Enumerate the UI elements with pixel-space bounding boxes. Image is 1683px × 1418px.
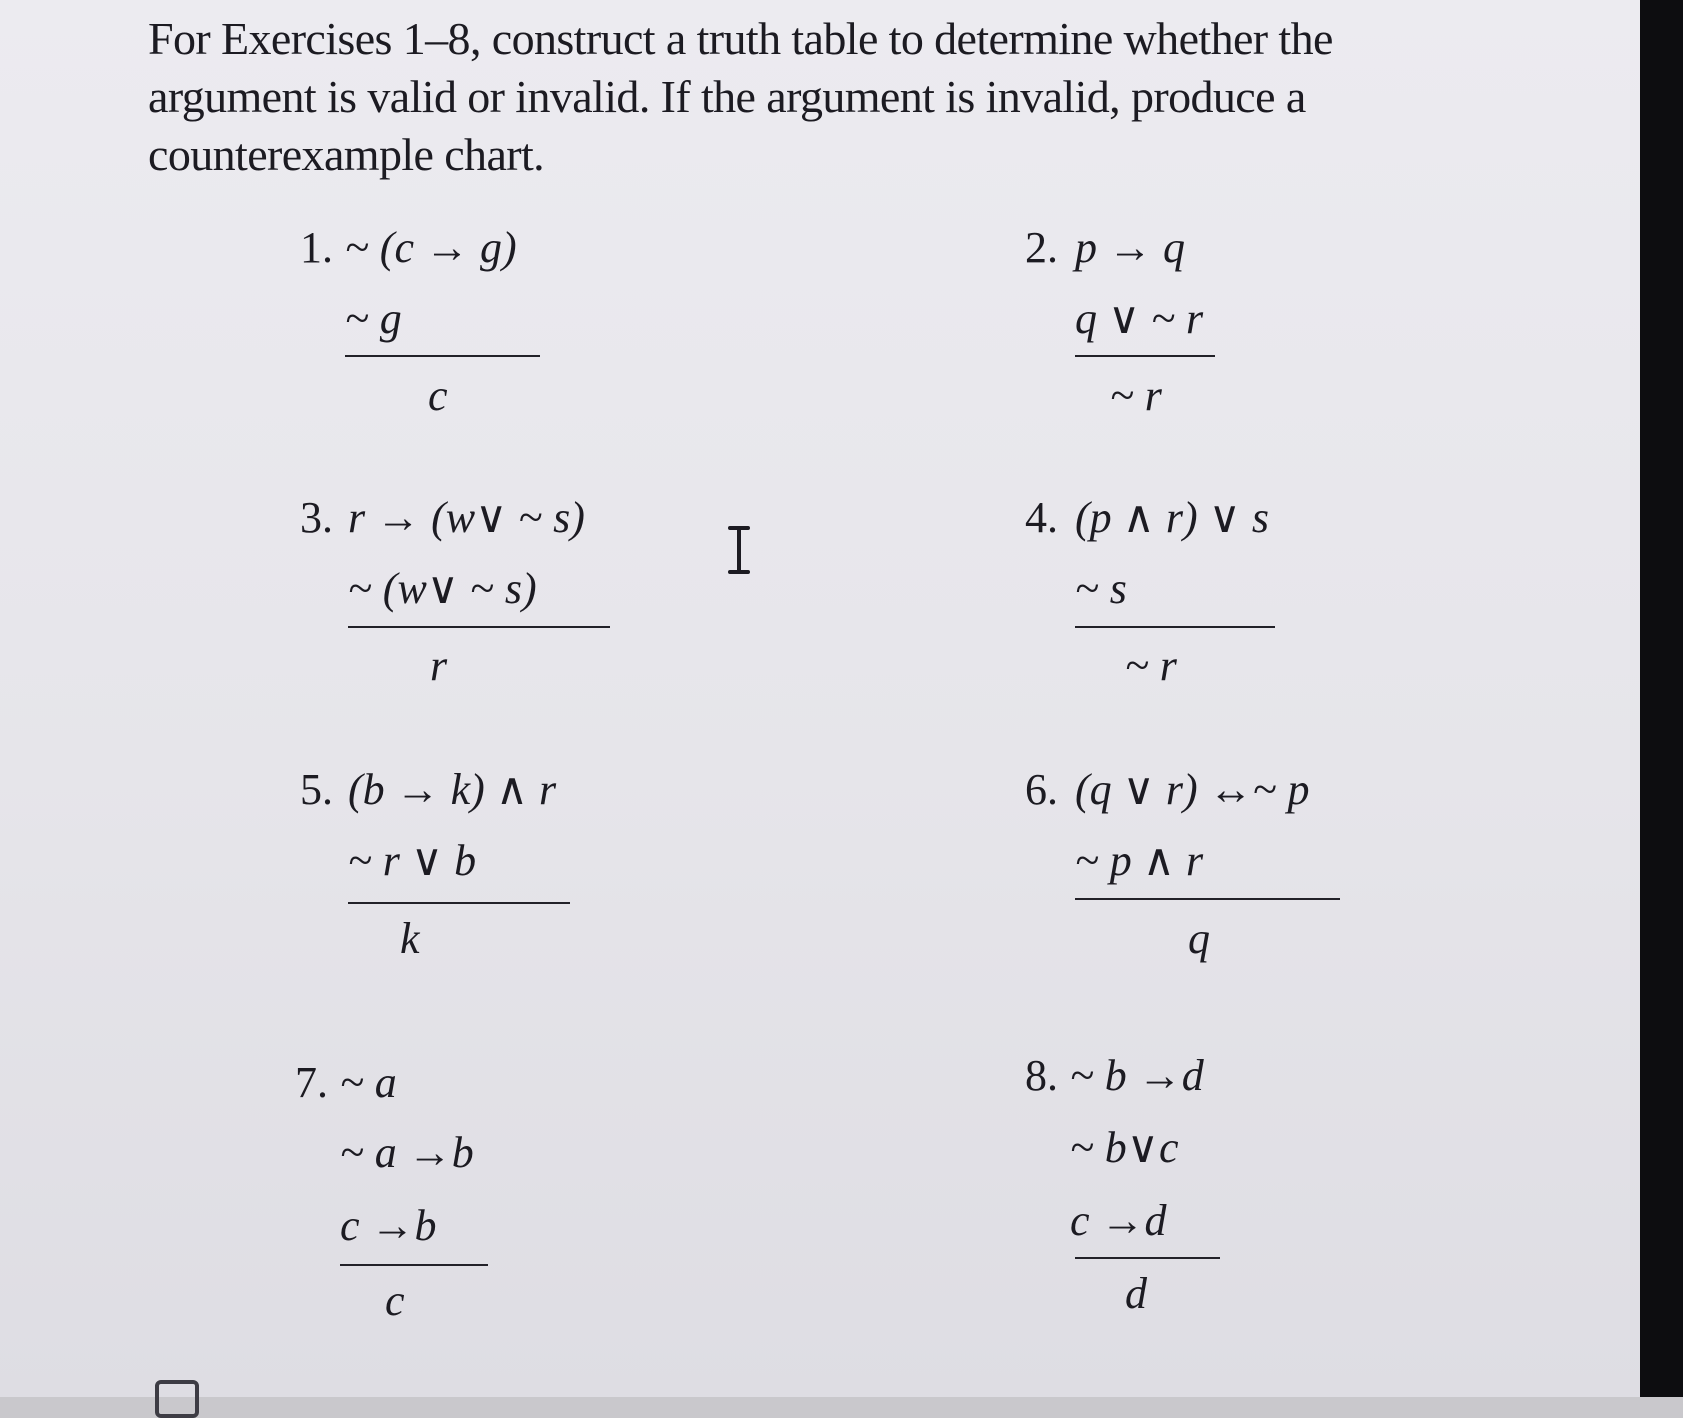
premise: ~ (c → g) xyxy=(345,223,517,272)
conclusion-rule xyxy=(1075,355,1215,357)
conclusion: k xyxy=(400,914,420,963)
conclusion-rule xyxy=(1075,626,1275,628)
exercise-number: 3. xyxy=(300,493,333,542)
premise: ~ s xyxy=(1075,564,1127,613)
exercise-number: 1. xyxy=(300,223,333,272)
conclusion: c xyxy=(428,371,448,420)
conclusion-rule xyxy=(1075,898,1340,900)
conclusion: ~ r xyxy=(1125,641,1177,690)
premise: ~ g xyxy=(345,294,402,343)
exercise-number: 4. xyxy=(1025,493,1058,542)
premise: ~ a →b xyxy=(340,1128,474,1177)
premise: (q ∨ r) ↔~ p xyxy=(1075,765,1310,814)
premise: r → (w∨ ~ s) xyxy=(348,493,585,542)
conclusion: ~ r xyxy=(1110,371,1162,420)
premise: q ∨ ~ r xyxy=(1075,294,1204,343)
text-cursor-icon xyxy=(727,525,751,575)
premise: (b → k) ∧ r xyxy=(348,765,557,814)
monitor-bezel xyxy=(1640,0,1683,1397)
conclusion: q xyxy=(1188,914,1210,963)
premise: ~ b →d xyxy=(1070,1051,1204,1100)
instructions-text: For Exercises 1–8, construct a truth table to determine whether the argument is valid or invalid. If the argument is invalid, produce a counterexample chart. xyxy=(148,13,1333,180)
exercise-number: 5. xyxy=(300,765,333,814)
conclusion: c xyxy=(385,1276,405,1325)
exercise-number: 8. xyxy=(1025,1051,1058,1100)
conclusion-rule xyxy=(1075,1257,1220,1259)
premise: (p ∧ r) ∨ s xyxy=(1075,493,1269,542)
conclusion-rule xyxy=(348,902,570,904)
premise: ~ r ∨ b xyxy=(348,836,477,885)
premise: ~ a xyxy=(340,1058,397,1107)
premise: ~ (w∨ ~ s) xyxy=(348,564,537,613)
conclusion: r xyxy=(430,641,448,690)
conclusion-rule xyxy=(345,355,540,357)
exercise-number: 6. xyxy=(1025,765,1058,814)
conclusion-rule xyxy=(340,1264,488,1266)
premise: p → q xyxy=(1075,223,1185,272)
conclusion: d xyxy=(1125,1269,1147,1318)
premise: c →b xyxy=(340,1201,437,1250)
premise: ~ b∨c xyxy=(1070,1123,1179,1172)
premise: c →d xyxy=(1070,1196,1167,1245)
exercise-number: 2. xyxy=(1025,223,1058,272)
premise: ~ p ∧ r xyxy=(1075,836,1204,885)
exercise-number: 7. xyxy=(295,1058,328,1107)
corner-icon xyxy=(155,1380,199,1418)
conclusion-rule xyxy=(348,626,610,628)
